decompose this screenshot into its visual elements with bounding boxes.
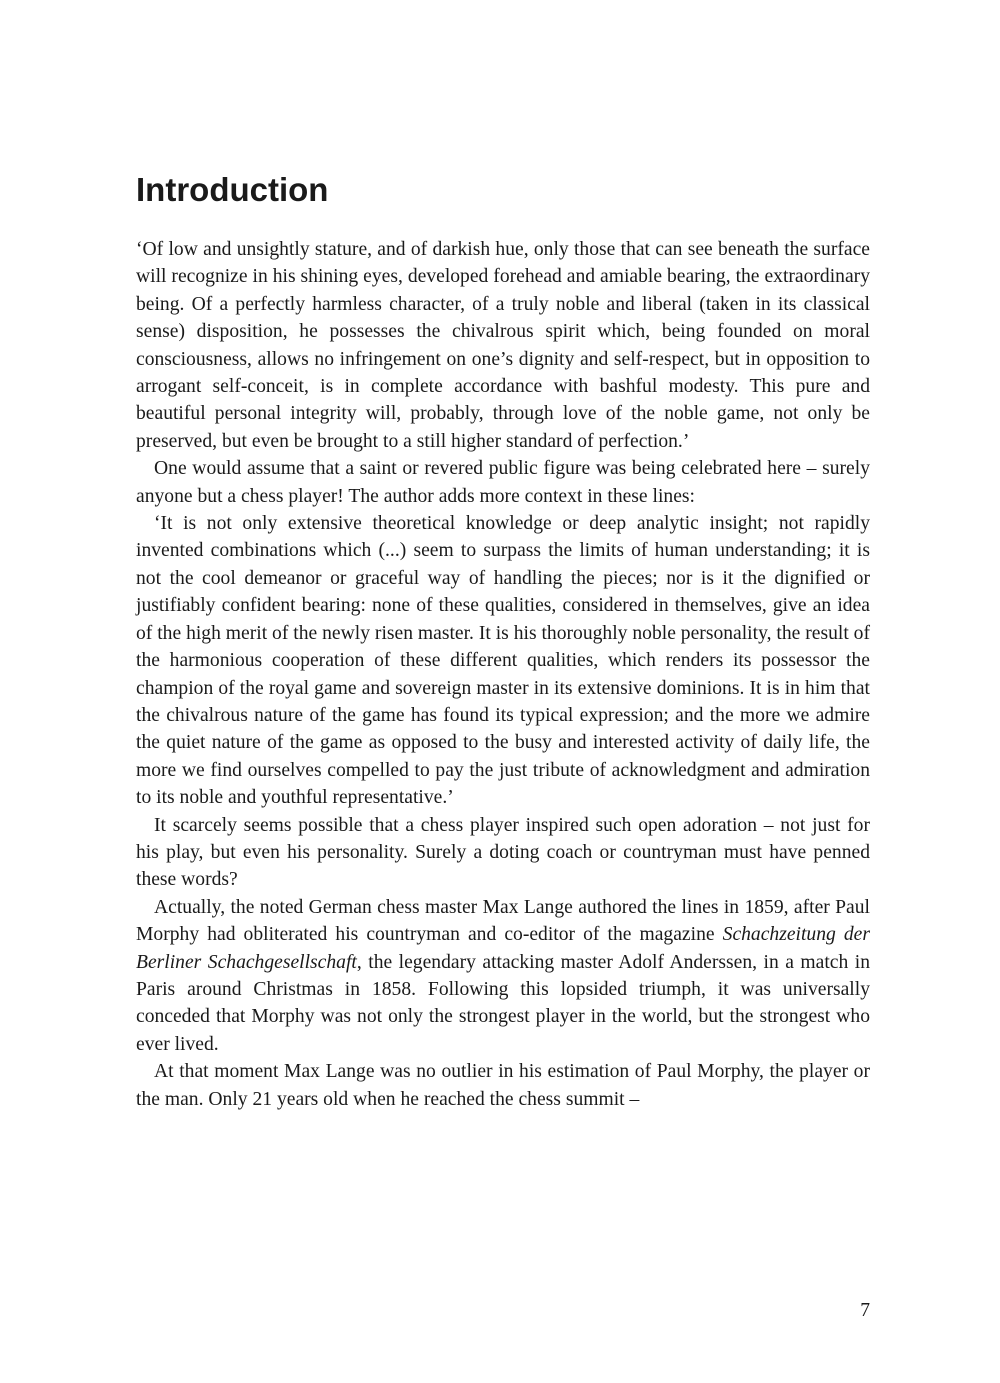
paragraph-5-text-before: Actually, the noted German chess master Max Lange authored the lines in 1859, after Paul Morphy had obliterated his countryman and co-editor of the magazine xyxy=(136,896,870,946)
paragraph-4: It scarcely seems possible that a chess player inspired such open adoration – not just for his play, but even his personality. Surely a doting coach or countryman must have penned these words? xyxy=(136,814,870,891)
magazine-title: Schachzeitung der Berliner Schachgesellschaft xyxy=(136,924,871,973)
paragraph-6: At that moment Max Lange was no outlier in his estimation of Paul Morphy, the player or the man. Only 21 years old when he reached the chess summit – xyxy=(136,1061,870,1110)
body-text xyxy=(136,236,870,1113)
paragraph-5 xyxy=(136,894,870,1058)
paragraph-quote-1: ‘Of low and unsightly stature, and of darkish hue, only those that can see beneath the surface will recognize in his shining eyes, developed forehead and amiable bearing, the extraordinary being. Of a perfectly harmless character, of a truly noble and liberal (taken in its classical sense) disposition, he possesses the chivalrous spirit which, being founded on moral consciousness, allows no infringement on one’s dignity and self-respect, but in opposition to arrogant self-conceit, is in complete accordance with bashful modesty. This pure and beautiful personal integrity will, probably, through love of the noble game, not only be preserved, but even be brought to a still higher standard of perfection.’ xyxy=(136,239,870,452)
paragraph-quote-2: ‘It is not only extensive theoretical knowledge or deep analytic insight; not rapidly invented combinations which (...) seem to surpass the limits of human understanding; it is not the cool demeanor or graceful way of handling the pieces; nor is it the dignified or justifiably confident bearing: none of these qualities, considered in themselves, give an idea of the high merit of the newly risen master. It is his thoroughly noble personality, the result of the harmonious cooperation of these different qualities, which renders its possessor the champion of the royal game and sovereign master in its extensive dominions. It is in him that the chivalrous nature of the game has found its typical expression; and the more we admire the quiet nature of the game as opposed to the busy and interested activity of daily life, the more we find ourselves compelled to pay the just tribute of acknowledgment and admiration to its noble and youthful representative.’ xyxy=(136,513,870,809)
page-number: 7 xyxy=(860,1300,870,1321)
chapter-heading: Introduction xyxy=(136,171,329,208)
paragraph-2: One would assume that a saint or revered public figure was being celebrated here – surely anyone but a chess player! The author adds more context in these lines: xyxy=(136,458,870,507)
paragraph-5-text-after: , the legendary attacking master Adolf Anderssen, in a match in Paris around Christmas in 1858. Following this lopsided triumph, it was universally conceded that Morphy was not only the strongest player in the world, but the strongest who ever lived. xyxy=(136,951,870,1055)
